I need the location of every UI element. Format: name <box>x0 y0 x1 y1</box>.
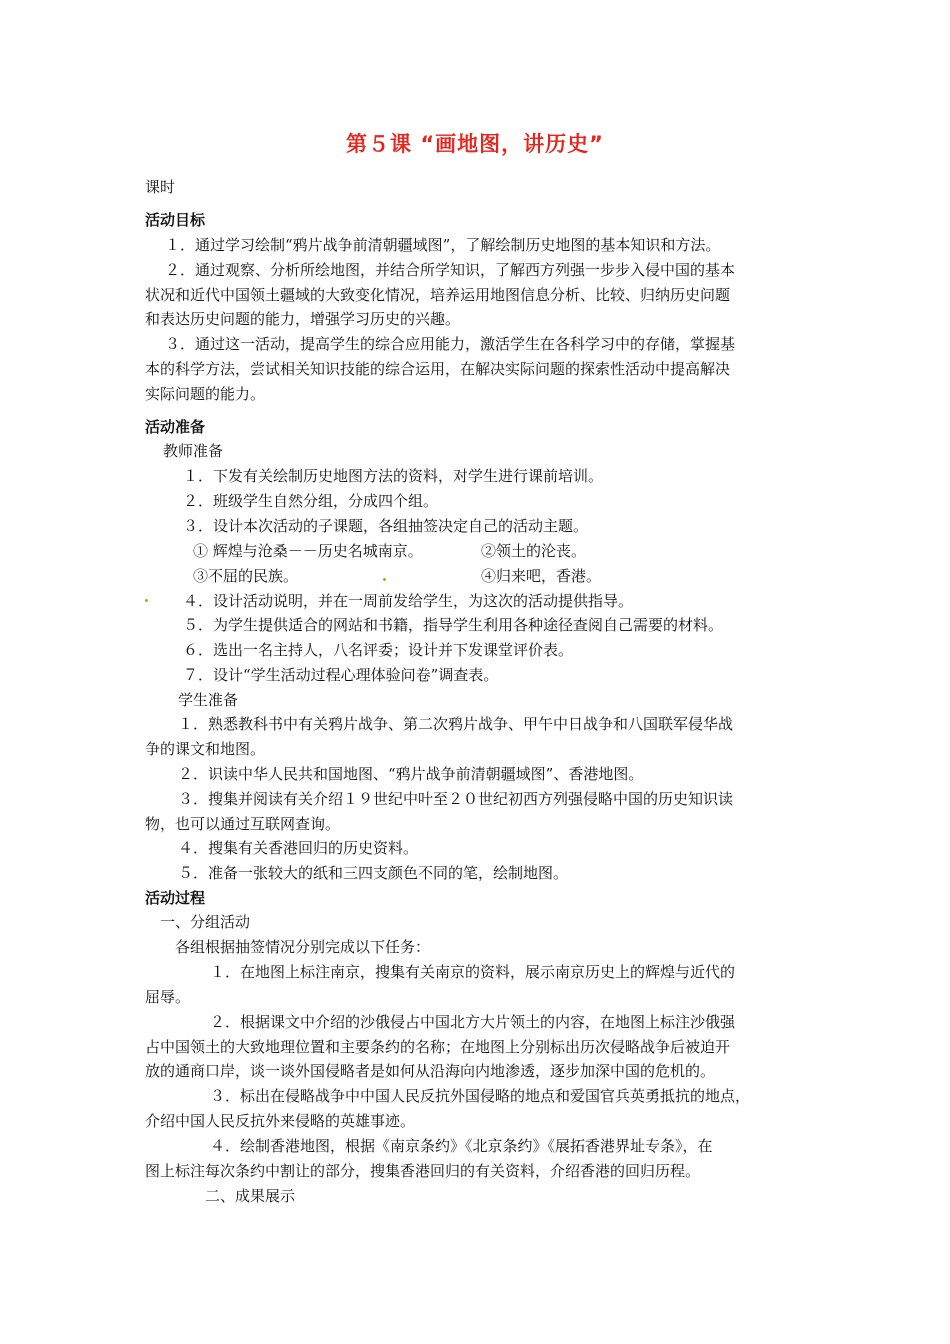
text-line: 状况和近代中国领土疆域的大致变化情况，培养运用地图信息分析、比较、归纳历史问题 <box>145 286 731 304</box>
text-line: 一、分组活动 <box>160 913 251 931</box>
text-line: 实际问题的能力。 <box>145 385 266 403</box>
text-line: ２．通过观察、分析所绘地图，并结合所学知识，了解西方列强一步步入侵中国的基本 <box>165 261 736 279</box>
text-line: ２．根据课文中介绍的沙俄侵占中国北方大片领土的内容，在地图上标注沙俄强 <box>210 1013 736 1031</box>
text-line: 介绍中国人民反抗外来侵略的英雄事迹。 <box>145 1112 416 1130</box>
text-line: ③不屈的民族。 <box>193 567 299 585</box>
text-line: 放的通商口岸，谈一谈外国侵略者是如何从沿海向内地渗透，逐步加深中国的危机的。 <box>145 1062 716 1080</box>
text-line: ３．搜集并阅读有关介绍１９世纪中叶至２０世纪初西方列强侵略中国的历史知识读 <box>178 790 734 808</box>
text-line: 屈辱。 <box>145 988 191 1006</box>
text-line: １．熟悉教科书中有关鸦片战争、第二次鸦片战争、甲午中日战争和八国联军侵华战 <box>178 715 734 733</box>
text-line: 和表达历史问题的能力，增强学习历史的兴趣。 <box>145 310 461 328</box>
text-line: ５．准备一张较大的纸和三四支颜色不同的笔，绘制地图。 <box>178 864 569 882</box>
text-line: 二、成果展示 <box>205 1187 296 1205</box>
text-line: 课时 <box>145 178 176 196</box>
text-line: 物，也可以通过互联网查询。 <box>145 815 341 833</box>
section-heading: 活动准备 <box>145 418 206 436</box>
text-line: 争的课文和地图。 <box>145 740 266 758</box>
text-line: ②领土的沦丧。 <box>481 542 587 560</box>
text-line: ７．设计“学生活动过程心理体验问卷”调查表。 <box>183 666 499 684</box>
text-line: １．在地图上标注南京，搜集有关南京的资料，展示南京历史上的辉煌与近代的 <box>210 963 736 981</box>
text-line: ６．选出一名主持人，八名评委；设计并下发课堂评价表。 <box>183 641 574 659</box>
text-line: 教师准备 <box>163 442 224 460</box>
text-line: ４．绘制香港地图，根据《南京条约》《北京条约》《展拓香港界址专条》，在 <box>210 1137 713 1155</box>
section-heading: 活动过程 <box>145 889 206 907</box>
text-line: ５．为学生提供适合的网站和书籍，指导学生利用各种途径查阅自己需要的材料。 <box>183 616 724 634</box>
text-line: 本的科学方法，尝试相关知识技能的综合运用，在解决实际问题的探索性活动中提高解决 <box>145 360 731 378</box>
text-line: ４．搜集有关香港回归的历史资料。 <box>178 839 419 857</box>
text-line: ① 辉煌与沧桑－－历史名城南京。 <box>193 542 423 560</box>
page-title: 第５课 “画地图，讲历史” <box>346 132 604 156</box>
text-line: ④归来吧，香港。 <box>481 567 602 585</box>
section-heading: 活动目标 <box>145 211 206 229</box>
text-line: ４．设计活动说明，并在一周前发给学生，为这次的活动提供指导。 <box>183 592 634 610</box>
text-line: ３．设计本次活动的子课题，各组抽签决定自己的活动主题。 <box>183 517 589 535</box>
text-line: 图上标注每次条约中割让的部分，搜集香港回归的有关资料，介绍香港的回归历程。 <box>145 1162 701 1180</box>
text-line: 占中国领土的大致地理位置和主要条约的名称；在地图上分别标出历次侵略战争后被迫开 <box>145 1038 731 1056</box>
stray-dot <box>145 599 148 602</box>
text-line: ２．识读中华人民共和国地图、“鸦片战争前清朝疆域图”、香港地图。 <box>178 765 644 783</box>
stray-dot <box>383 578 386 581</box>
text-line: １．通过学习绘制“鸦片战争前清朝疆域图”，了解绘制历史地图的基本知识和方法。 <box>165 236 721 254</box>
text-line: ３．标出在侵略战争中中国人民反抗外国侵略的地点和爱国官兵英勇抵抗的地点， <box>210 1087 751 1105</box>
text-line: １．下发有关绘制历史地图方法的资料，对学生进行课前培训。 <box>183 467 604 485</box>
text-line: 学生准备 <box>178 691 239 709</box>
text-line: ２．班级学生自然分组，分成四个组。 <box>183 492 439 510</box>
text-line: 各组根据抽签情况分别完成以下任务： <box>175 938 431 956</box>
text-line: ３．通过这一活动，提高学生的综合应用能力，激活学生在各科学习中的存储，掌握基 <box>165 335 736 353</box>
